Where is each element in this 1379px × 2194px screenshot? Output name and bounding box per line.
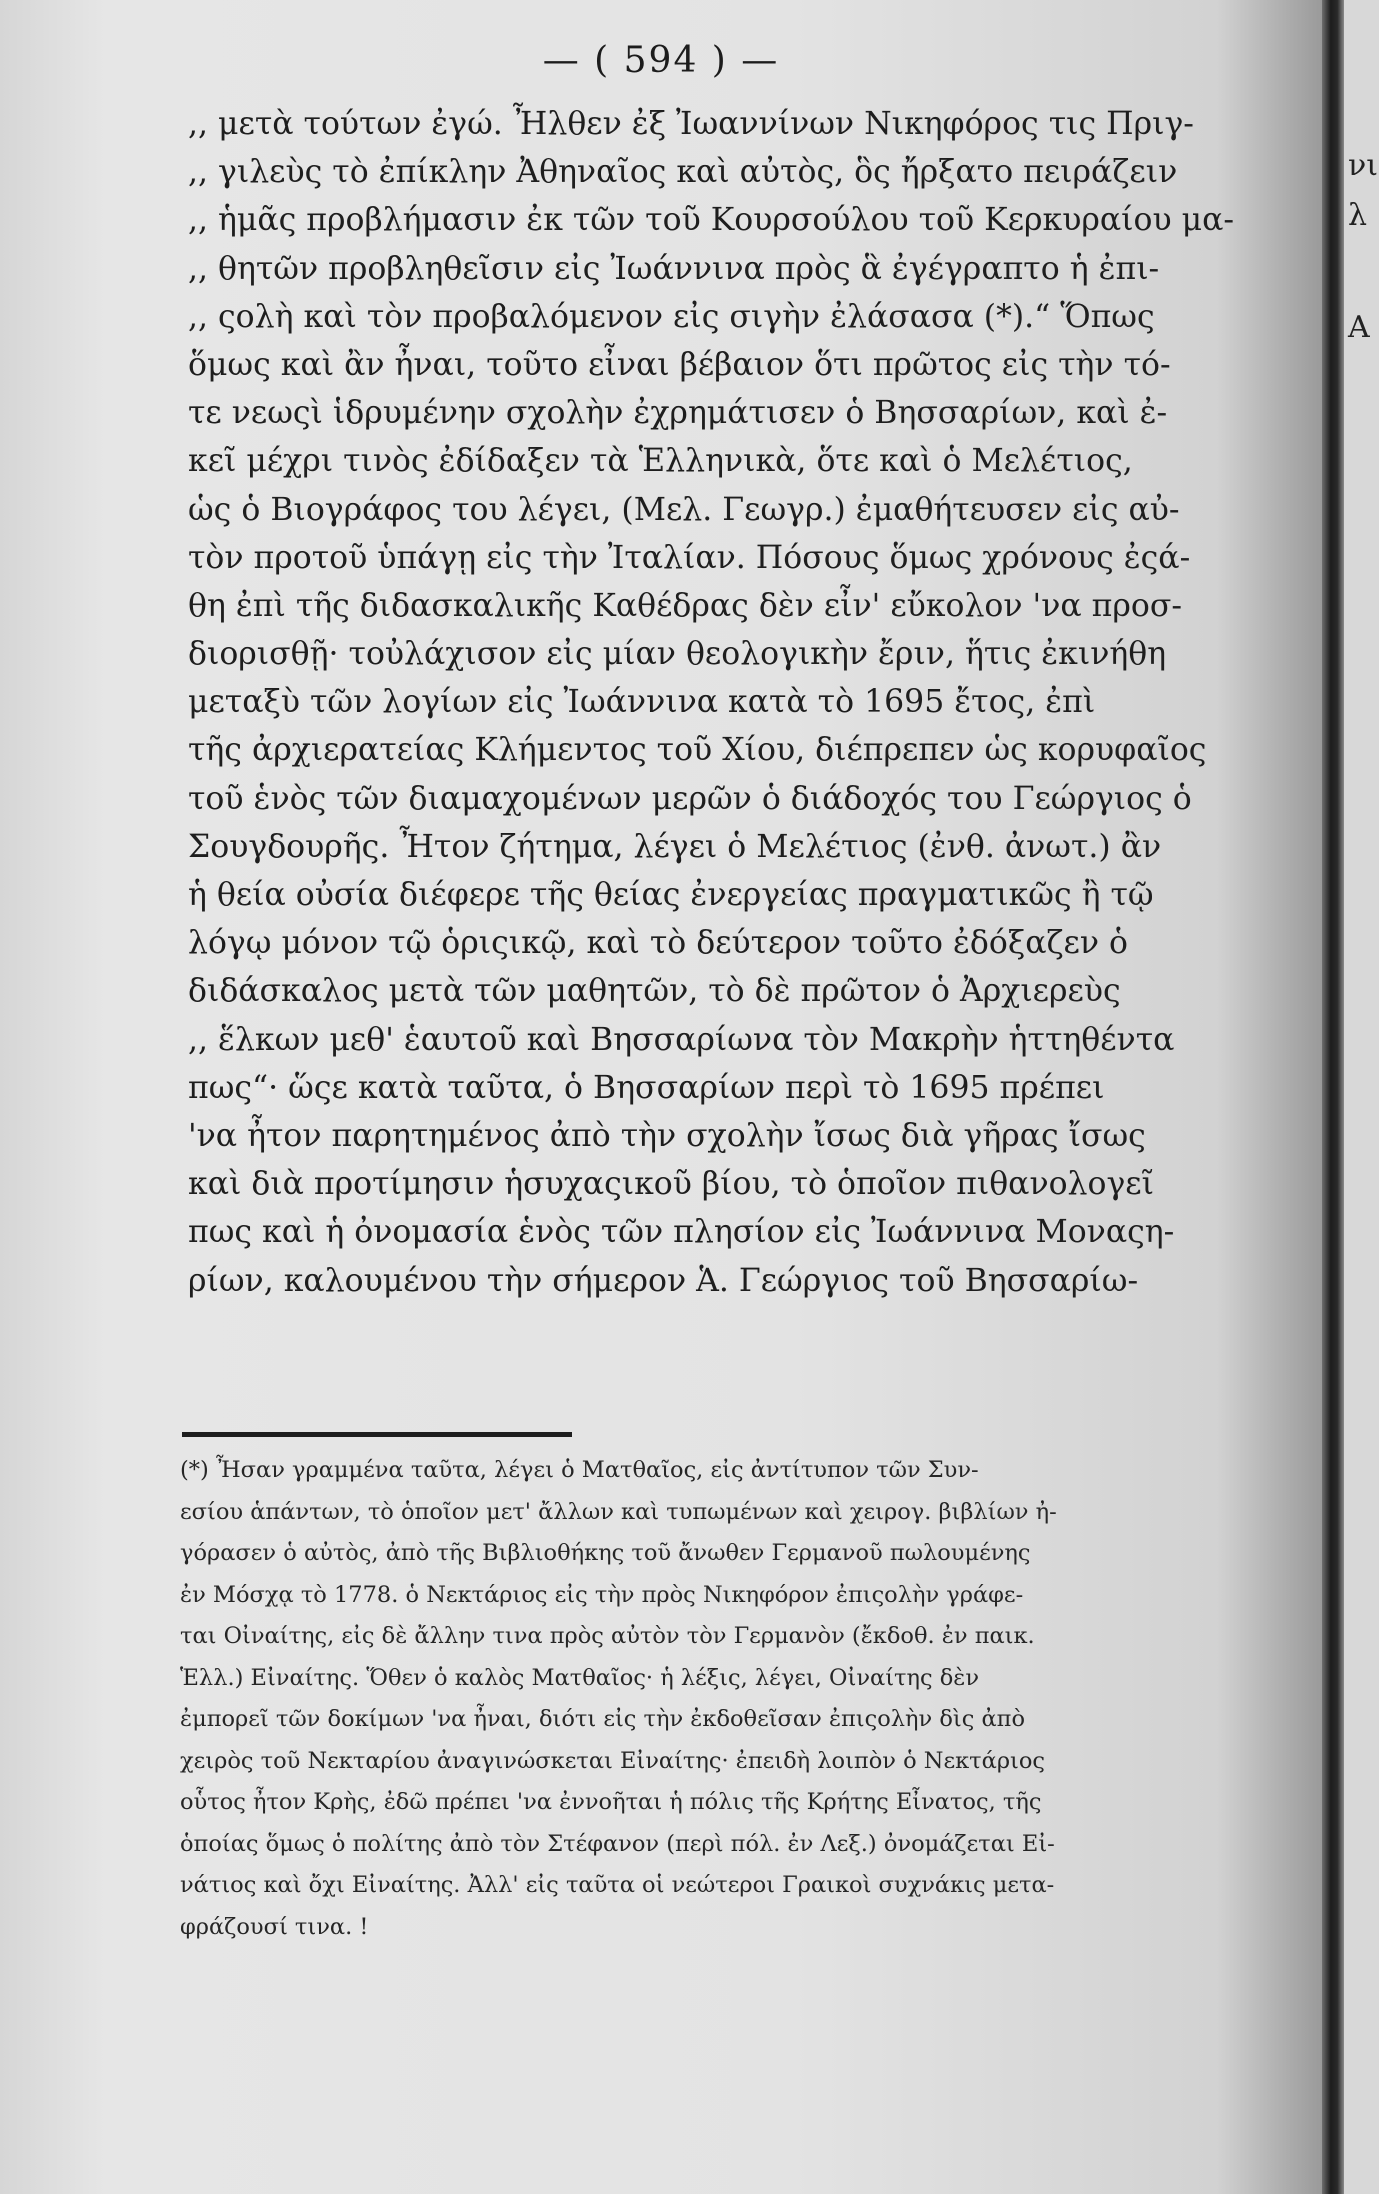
text-line: Σουγδουρῆς. Ἦτον ζήτημα, λέγει ὁ Μελέτιος (ἐνθ. ἀνωτ.) ἂν xyxy=(188,828,1162,865)
footnote-line: γόρασεν ὁ αὐτὸς, ἀπὸ τῆς Βιβλιοθήκης τοῦ ἄνωθεν Γερμανοῦ πωλουμένης xyxy=(180,1540,1031,1566)
text-line: ὡς ὁ Βιογράφος του λέγει, (Μελ. Γεωγρ.) ἐμαθήτευσεν εἰς αὐ- xyxy=(188,491,1180,528)
footnote-line: ἐμπορεῖ τῶν δοκίμων 'να ἦναι, διότι εἰς τὴν ἐκδοθεῖσαν ἐπιςολὴν δὶς ἀπὸ xyxy=(180,1706,1025,1732)
footnote-line: Ἑλλ.) Εἰναίτης. Ὅθεν ὁ καλὸς Ματθαῖος· ἡ λέξις, λέγει, Οἰναίτης δὲν xyxy=(180,1664,979,1691)
text-line: ,, γιλεὺς τὸ ἐπίκλην Ἀθηναῖος καὶ αὐτὸς, ὃς ἤρξατο πειράζειν xyxy=(188,154,1178,191)
footnote-line: ὁποίας ὅμως ὁ πολίτης ἀπὸ τὸν Στέφανον (περὶ πόλ. ἐν Λεξ.) ὀνομάζεται Εἰ- xyxy=(180,1830,1055,1857)
main-text-block xyxy=(188,100,1298,1305)
text-line: λόγῳ μόνον τῷ ὁριςικῷ, καὶ τὸ δεύτερον τοῦτο ἐδόξαζεν ὁ xyxy=(188,925,1128,962)
footnote-line: (*) Ἦσαν γραμμένα ταῦτα, λέγει ὁ Ματθαῖος, εἰς ἀντίτυπον τῶν Συν- xyxy=(180,1457,979,1483)
text-line: διορισθῇ· τοὐλάχισον εἰς μίαν θεολογικὴν ἔριν, ἥτις ἐκινήθη xyxy=(188,636,1167,673)
adjacent-page-fragment: νι xyxy=(1348,148,1378,183)
text-line: τε νεωςὶ ἱδρυμένην σχολὴν ἐχρημάτισεν ὁ Βησσαρίων, καὶ ἐ- xyxy=(188,395,1168,432)
text-line: ,, θητῶν προβληθεῖσιν εἰς Ἰωάννινα πρὸς ἃ ἐγέγραπτο ἡ ἐπι- xyxy=(188,250,1160,287)
text-line: διδάσκαλος μετὰ τῶν μαθητῶν, τὸ δὲ πρῶτον ὁ Ἀρχιερεὺς xyxy=(188,973,1121,1010)
text-line: πως καὶ ἡ ὀνομασία ἑνὸς τῶν πλησίον εἰς Ἰωάννινα Μοναςη- xyxy=(188,1214,1175,1251)
text-line: τοῦ ἑνὸς τῶν διαμαχομένων μερῶν ὁ διάδοχός του Γεώργιος ὁ xyxy=(188,780,1192,817)
text-line: τὸν προτοῦ ὑπάγῃ εἰς τὴν Ἰταλίαν. Πόσους ὅμως χρόνους ἐςά- xyxy=(188,539,1191,576)
text-line: ,, ςολὴ καὶ τὸν προβαλόμενον εἰς σιγὴν ἐλάσασα (*).“ Ὅπως xyxy=(188,298,1155,335)
text-line: ,, ἡμᾶς προβλήμασιν ἐκ τῶν τοῦ Κουρσούλου τοῦ Κερκυραίου μα- xyxy=(188,202,1235,239)
text-line: ,, ἕλκων μεθ' ἑαυτοῦ καὶ Βησσαρίωνα τὸν Μακρὴν ἡττηθέντα xyxy=(188,1021,1175,1058)
footnote-separator-rule xyxy=(182,1432,572,1437)
text-line: ρίων, καλουμένου τὴν σήμερον Ἁ. Γεώργιος τοῦ Βησσαρίω- xyxy=(188,1262,1139,1299)
text-line: καὶ διὰ προτίμησιν ἡσυχαςικοῦ βίου, τὸ ὁποῖον πιθανολογεῖ xyxy=(188,1166,1154,1203)
adjacent-page-fragment: λ xyxy=(1348,198,1368,233)
text-line: πως“· ὥςε κατὰ ταῦτα, ὁ Βησσαρίων περὶ τὸ 1695 πρέπει xyxy=(188,1069,1105,1106)
text-line: ,, μετὰ τούτων ἐγώ. Ἦλθεν ἐξ Ἰωαννίνων Νικηφόρος τις Πριγ- xyxy=(188,106,1194,142)
footnote-line: ται Οἰναίτης, εἰς δὲ ἄλλην τινα πρὸς αὐτὸν τὸν Γερμανὸν (ἔκδοθ. ἐν παικ. xyxy=(180,1623,1035,1649)
footnote-line: ἐν Μόσχᾳ τὸ 1778. ὁ Νεκτάριος εἰς τὴν πρὸς Νικηφόρον ἐπιςολὴν γράφε- xyxy=(180,1581,1024,1608)
footnote-block xyxy=(180,1450,1300,1948)
text-line: ὅμως καὶ ἂν ἦναι, τοῦτο εἶναι βέβαιον ὅτι πρῶτος εἰς τὴν τό- xyxy=(188,346,1171,383)
text-line: μεταξὺ τῶν λογίων εἰς Ἰωάννινα κατὰ τὸ 1695 ἔτος, ἐπὶ xyxy=(188,684,1096,721)
footnote-line: φράζουσί τινα. ! xyxy=(180,1913,369,1940)
adjacent-page-edge xyxy=(1344,0,1379,2194)
footnote-line: χειρὸς τοῦ Νεκταρίου ἀναγινώσκεται Εἰναίτης· ἐπειδὴ λοιπὸν ὁ Νεκτάριος xyxy=(180,1747,1046,1774)
book-gutter-shadow xyxy=(1322,0,1344,2194)
text-line: ἡ θεία οὐσία διέφερε τῆς θείας ἐνεργείας πραγματικῶς ἢ τῷ xyxy=(188,877,1154,913)
text-line: τῆς ἀρχιερατείας Κλήμεντος τοῦ Χίου, διέπρεπεν ὡς κορυφαῖος xyxy=(188,732,1207,769)
text-line: 'να ἦτον παρητημένος ἀπὸ τὴν σχολὴν ἴσως διὰ γῆρας ἴσως xyxy=(188,1117,1146,1154)
footnote-line: νάτιος καὶ ὄχι Εἰναίτης. Ἀλλ' εἰς ταῦτα οἱ νεώτεροι Γραικοὶ συχνάκις μετα- xyxy=(180,1872,1055,1898)
adjacent-page-fragment: Α xyxy=(1348,310,1370,345)
footnote-line: εσίου ἁπάντων, τὸ ὁποῖον μετ' ἄλλων καὶ τυπωμένων καὶ χειρογ. βιβλίων ἠ- xyxy=(180,1498,1057,1525)
page-number-header: — ( 594 ) — xyxy=(542,40,780,81)
text-line: θη ἐπὶ τῆς διδασκαλικῆς Καθέδρας δὲν εἶν' εὔκολον 'να προσ- xyxy=(188,587,1182,624)
footnote-line: οὗτος ἦτον Κρὴς, ἐδῶ πρέπει 'να ἐννοῆται ἡ πόλις τῆς Κρήτης Εἶνατος, τῆς xyxy=(180,1789,1042,1815)
text-line: κεῖ μέχρι τινὸς ἐδίδαξεν τὰ Ἑλληνικὰ, ὅτε καὶ ὁ Μελέτιος, xyxy=(188,443,1133,480)
